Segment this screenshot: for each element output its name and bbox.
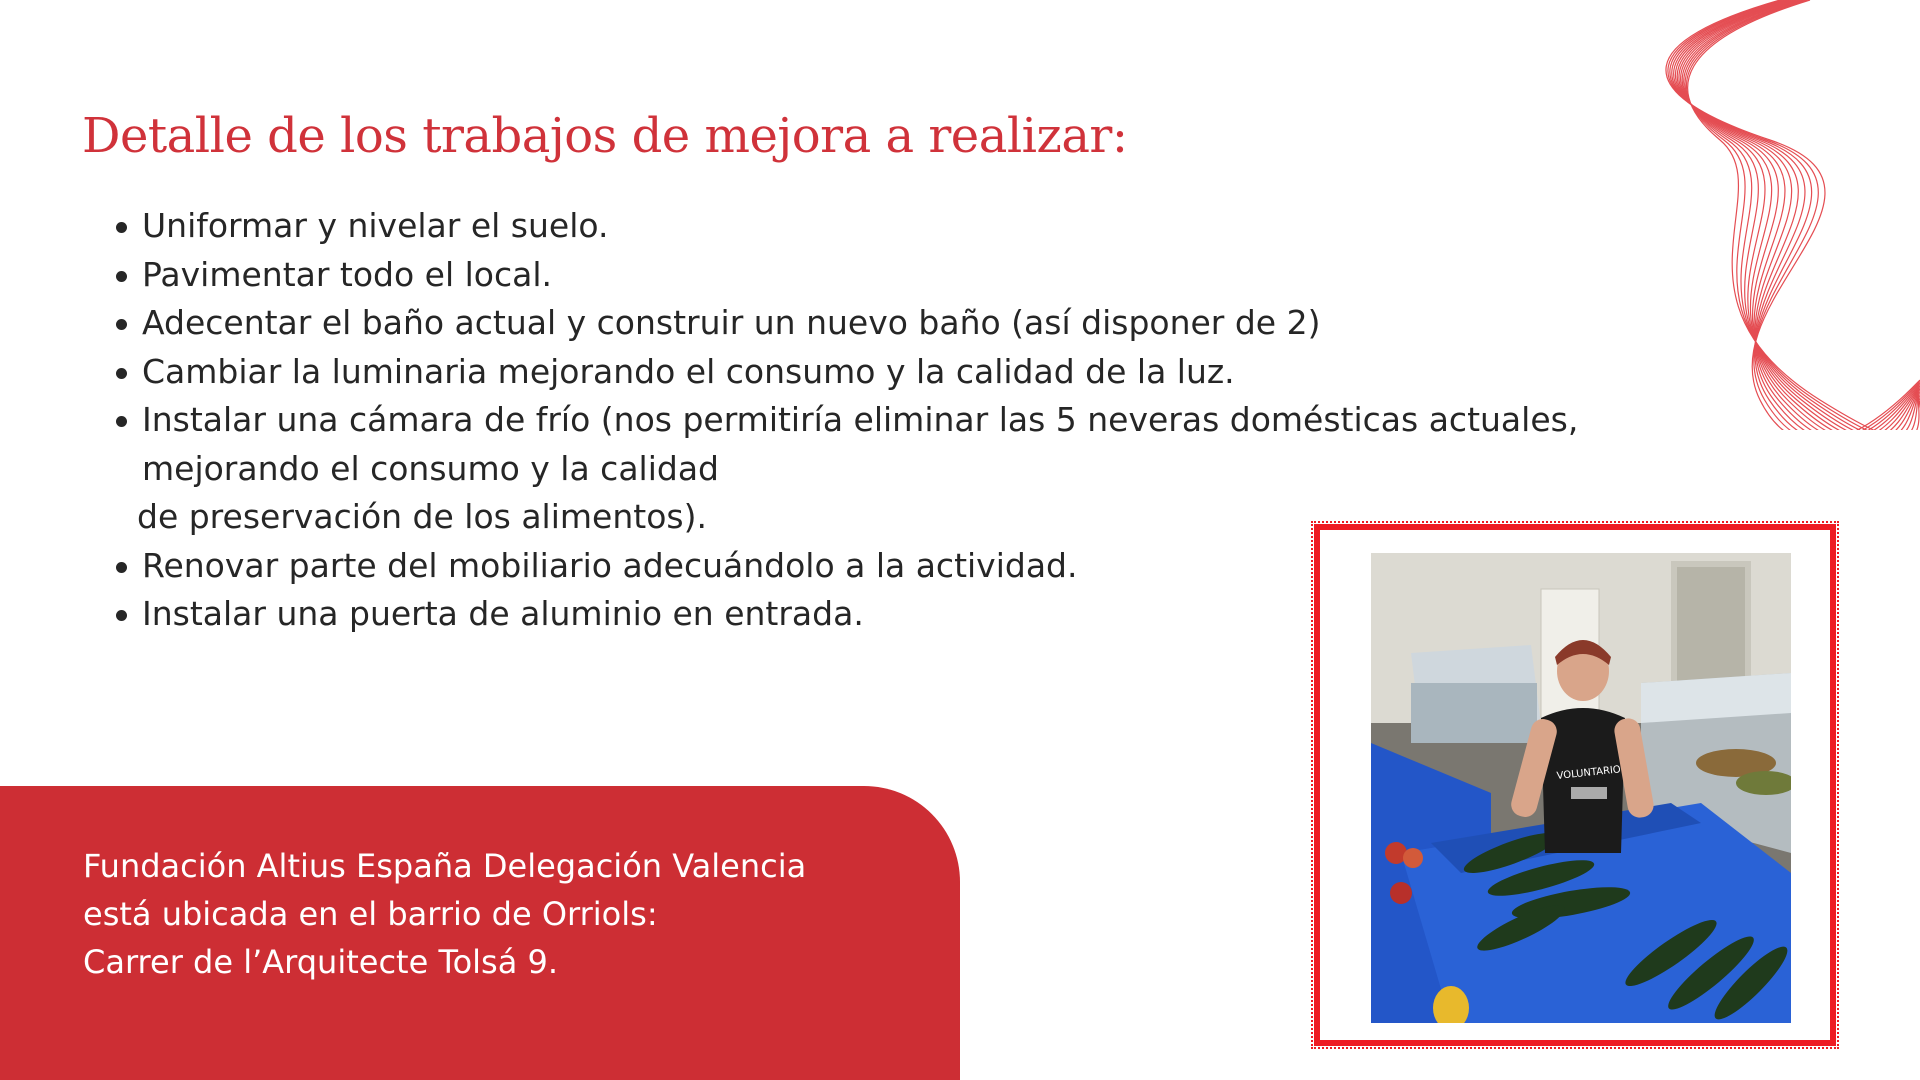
page-title: Detalle de los trabajos de mejora a realizar: xyxy=(82,108,1128,164)
bullet-dot-icon xyxy=(116,368,127,379)
footer-line: Fundación Altius España Delegación Valencia xyxy=(83,847,807,885)
list-item-continuation: de preservación de los alimentos). xyxy=(137,497,707,536)
list-item-text: Renovar parte del mobiliario adecuándolo a la actividad. xyxy=(142,545,1078,585)
bullet-dot-icon xyxy=(116,610,127,621)
wave-line xyxy=(1668,0,1920,430)
bullet-dot-icon xyxy=(116,222,127,233)
wave-line xyxy=(1681,0,1920,430)
wave-line xyxy=(1684,0,1920,430)
bullet-dot-icon xyxy=(116,319,127,330)
list-item xyxy=(112,396,1579,542)
list-item-text: Pavimentar todo el local. xyxy=(142,254,553,294)
wave-line xyxy=(1679,0,1920,430)
footer-line: Carrer de l’Arquitecte Tolsá 9. xyxy=(83,943,559,981)
list-item-text: Instalar una puerta de aluminio en entrada. xyxy=(142,594,864,633)
wave-line xyxy=(1674,0,1920,430)
wave-line xyxy=(1688,0,1920,430)
list-item xyxy=(112,251,1572,300)
photo-frame xyxy=(1314,524,1836,1046)
wave-line xyxy=(1686,0,1920,430)
list-item-text: Instalar una cámara de frío (nos permitiría eliminar las 5 neveras domésticas actuales, xyxy=(142,400,1579,439)
list-item-text: Cambiar la luminaria mejorando el consumo y la calidad de la luz. xyxy=(142,351,1235,391)
wave-line xyxy=(1685,0,1920,430)
footer-line: está ubicada en el barrio de Orriols: xyxy=(83,895,658,933)
footer-address xyxy=(83,842,806,986)
wave-line xyxy=(1677,0,1920,430)
bullet-dot-icon xyxy=(116,562,127,573)
list-item xyxy=(112,299,1572,348)
list-item-text: Uniformar y nivelar el suelo. xyxy=(142,206,609,245)
wave-line xyxy=(1666,0,1920,430)
wave-line xyxy=(1675,0,1920,430)
list-item xyxy=(112,202,1572,251)
list-item-text: Adecentar el baño actual y construir un nuevo baño (así disponer de 2) xyxy=(142,303,1321,342)
bullet-dot-icon xyxy=(116,416,127,427)
wave-line xyxy=(1672,0,1920,430)
decorative-wave-lines xyxy=(1600,0,1920,430)
volunteer-photo xyxy=(1371,553,1791,1023)
list-item xyxy=(112,348,1572,397)
bullet-dot-icon xyxy=(116,271,127,282)
list-item-continuation: mejorando el consumo y la calidad xyxy=(142,448,720,488)
apron-text: VOLUNTARIO xyxy=(1556,764,1622,782)
